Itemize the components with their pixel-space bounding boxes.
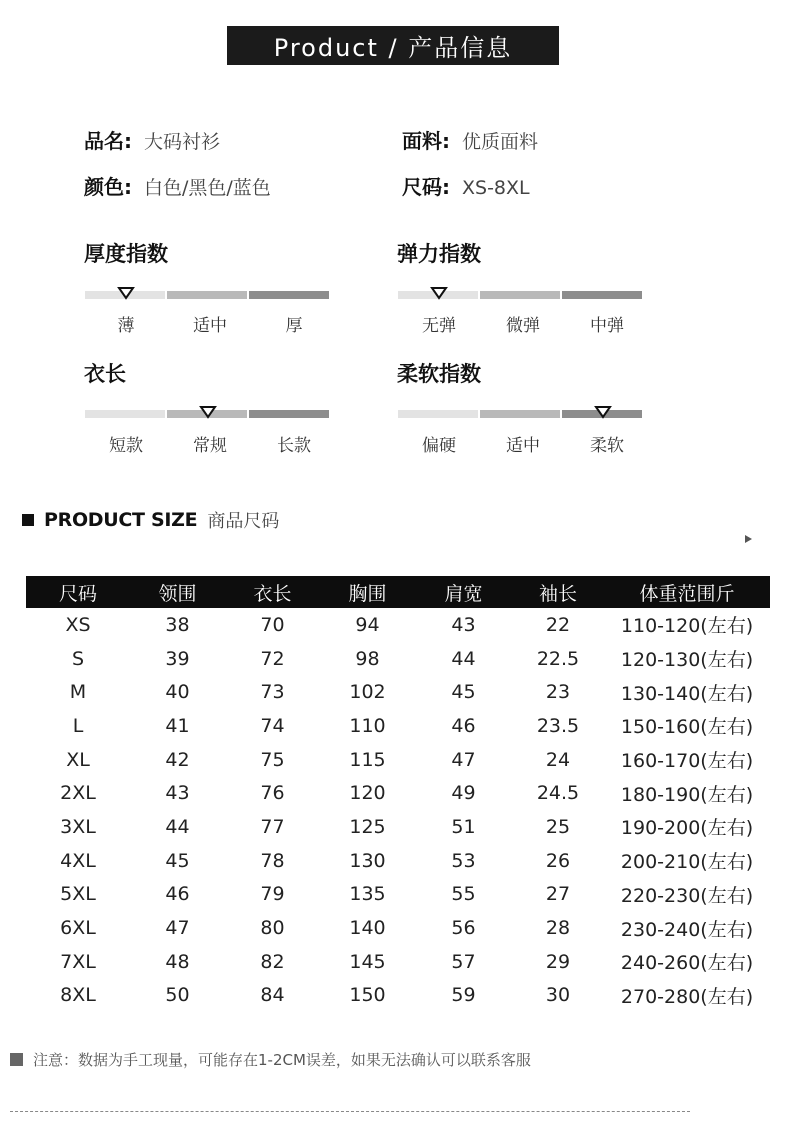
table-cell: 46 bbox=[165, 883, 190, 906]
scale-label: 柔软 bbox=[590, 436, 624, 456]
table-cell: 26 bbox=[545, 849, 571, 872]
table-cell: 44 bbox=[165, 815, 190, 838]
table-cell: 41 bbox=[165, 714, 190, 737]
table-cell: 75 bbox=[260, 748, 285, 771]
table-row bbox=[26, 979, 770, 1013]
scale-labels-length bbox=[84, 431, 336, 456]
table-cell: 78 bbox=[260, 849, 285, 872]
table-header-cell: 肩宽 bbox=[415, 576, 512, 608]
table-cell: 43 bbox=[451, 613, 476, 636]
table-row bbox=[26, 911, 770, 945]
scale-label: 微弹 bbox=[506, 316, 540, 336]
table-cell: 240-260(左右) bbox=[620, 952, 754, 975]
table-cell: 43 bbox=[165, 782, 190, 805]
info-product-name bbox=[84, 125, 220, 154]
table-cell: 150-160(左右) bbox=[620, 716, 754, 739]
table-cell: 150 bbox=[349, 984, 386, 1007]
table-cell: 51 bbox=[451, 815, 476, 838]
table-header-row bbox=[26, 576, 770, 608]
info-label: 颜色: bbox=[84, 175, 132, 199]
table-cell: 55 bbox=[451, 883, 476, 906]
table-row bbox=[26, 675, 770, 709]
table-cell: 270-280(左右) bbox=[620, 985, 754, 1008]
table-cell: 76 bbox=[260, 782, 285, 805]
table-header-cell: 袖长 bbox=[512, 576, 604, 608]
table-cell: 102 bbox=[349, 681, 386, 704]
table-cell: 45 bbox=[451, 681, 476, 704]
table-header-cell: 尺码 bbox=[26, 576, 130, 608]
table-cell: 73 bbox=[260, 681, 285, 704]
table-cell: 27 bbox=[545, 883, 571, 906]
table-cell: 2XL bbox=[60, 782, 96, 805]
table-cell: 84 bbox=[260, 984, 285, 1007]
table-header-cell: 胸围 bbox=[320, 576, 415, 608]
info-color bbox=[84, 171, 271, 200]
table-cell: 47 bbox=[165, 917, 190, 940]
table-cell: 53 bbox=[451, 849, 476, 872]
table-cell: 24.5 bbox=[536, 782, 580, 805]
table-cell: 98 bbox=[355, 647, 380, 670]
table-cell: 140 bbox=[349, 917, 386, 940]
table-row bbox=[26, 709, 770, 743]
table-cell: 220-230(左右) bbox=[620, 884, 754, 907]
table-cell: 115 bbox=[349, 748, 386, 771]
measurement-note bbox=[10, 1049, 531, 1070]
size-title-en: PRODUCT SIZE bbox=[44, 509, 198, 531]
table-cell: 3XL bbox=[60, 815, 96, 838]
scale-labels-elasticity bbox=[397, 311, 649, 336]
scale-bar-softness bbox=[398, 410, 642, 418]
table-row bbox=[26, 743, 770, 777]
scale-label: 适中 bbox=[506, 436, 540, 456]
table-cell: 22.5 bbox=[536, 647, 580, 670]
info-size bbox=[402, 171, 530, 200]
table-cell: 46 bbox=[451, 714, 476, 737]
square-bullet-icon bbox=[10, 1053, 23, 1066]
scale-label: 中弹 bbox=[590, 316, 624, 336]
table-cell: 57 bbox=[451, 950, 476, 973]
note-text: 注意：数据为手工现量，可能存在1-2CM误差，如果无法确认可以联系客服 bbox=[33, 1051, 531, 1069]
scale-bar-length bbox=[85, 410, 329, 418]
table-row bbox=[26, 945, 770, 979]
scale-label: 偏硬 bbox=[422, 436, 456, 456]
size-title-cn: 商品尺码 bbox=[207, 511, 280, 532]
table-cell: 8XL bbox=[60, 984, 96, 1007]
table-cell: 120 bbox=[349, 782, 386, 805]
size-table bbox=[26, 576, 770, 1012]
page-header bbox=[227, 26, 559, 65]
table-cell: 130-140(左右) bbox=[620, 682, 754, 705]
info-label: 面料: bbox=[402, 129, 450, 153]
table-cell: 160-170(左右) bbox=[620, 750, 754, 773]
table-row bbox=[26, 642, 770, 676]
table-cell: 94 bbox=[355, 613, 380, 636]
table-cell: 72 bbox=[260, 647, 285, 670]
table-cell: 45 bbox=[165, 849, 190, 872]
table-cell: XS bbox=[65, 613, 91, 636]
scale-labels-softness bbox=[397, 431, 649, 456]
table-cell: 40 bbox=[165, 681, 190, 704]
table-cell: 110 bbox=[349, 714, 386, 737]
info-fabric bbox=[402, 125, 538, 154]
table-cell: 25 bbox=[545, 815, 571, 838]
size-section-heading bbox=[22, 507, 279, 533]
scale-label: 无弹 bbox=[422, 316, 456, 336]
scale-label: 常规 bbox=[193, 436, 227, 456]
table-cell: 5XL bbox=[60, 883, 96, 906]
table-cell: 79 bbox=[260, 883, 285, 906]
table-cell: 22 bbox=[545, 613, 571, 636]
table-row bbox=[26, 810, 770, 844]
table-cell: 120-130(左右) bbox=[620, 649, 754, 672]
table-cell: L bbox=[72, 714, 84, 737]
info-value: XS-8XL bbox=[462, 177, 530, 199]
table-cell: 30 bbox=[545, 984, 571, 1007]
scale-label: 短款 bbox=[109, 436, 143, 456]
square-bullet-icon bbox=[22, 514, 34, 526]
table-cell: 110-120(左右) bbox=[620, 615, 754, 638]
table-cell: 7XL bbox=[60, 950, 96, 973]
scale-title-elasticity: 弹力指数 bbox=[397, 242, 481, 266]
scale-title-length: 衣长 bbox=[84, 362, 126, 386]
table-cell: XL bbox=[66, 748, 90, 771]
table-header-cell: 衣长 bbox=[225, 576, 320, 608]
table-cell: 190-200(左右) bbox=[620, 817, 754, 840]
scale-label: 长款 bbox=[277, 436, 311, 456]
scale-labels-thickness bbox=[84, 311, 336, 336]
table-cell: 77 bbox=[260, 815, 285, 838]
table-cell: 44 bbox=[451, 647, 476, 670]
table-cell: M bbox=[69, 681, 87, 704]
table-cell: 47 bbox=[451, 748, 476, 771]
table-row bbox=[26, 844, 770, 878]
table-cell: 6XL bbox=[60, 917, 96, 940]
table-cell: 82 bbox=[260, 950, 285, 973]
table-cell: 50 bbox=[165, 984, 190, 1007]
table-header-cell: 领围 bbox=[130, 576, 225, 608]
header-title: Product / 产品信息 bbox=[273, 34, 513, 62]
table-cell: 80 bbox=[260, 917, 285, 940]
info-value: 大码衬衫 bbox=[144, 131, 221, 153]
table-row bbox=[26, 776, 770, 810]
scale-title-softness: 柔软指数 bbox=[397, 362, 481, 386]
table-cell: 56 bbox=[451, 917, 476, 940]
table-cell: 130 bbox=[349, 849, 386, 872]
scale-title-thickness: 厚度指数 bbox=[84, 242, 168, 266]
play-arrow-icon bbox=[745, 535, 752, 543]
table-cell: 29 bbox=[545, 950, 571, 973]
table-cell: 39 bbox=[165, 647, 190, 670]
table-cell: 180-190(左右) bbox=[620, 783, 754, 806]
info-label: 尺码: bbox=[402, 175, 450, 199]
dashed-divider bbox=[10, 1111, 690, 1112]
scale-label: 薄 bbox=[117, 316, 135, 336]
table-cell: 59 bbox=[451, 984, 476, 1007]
table-cell: 42 bbox=[165, 748, 190, 771]
table-cell: 70 bbox=[260, 613, 285, 636]
table-cell: 4XL bbox=[60, 849, 96, 872]
table-cell: S bbox=[71, 647, 85, 670]
info-value: 白色/黑色/蓝色 bbox=[144, 177, 271, 199]
table-cell: 135 bbox=[349, 883, 386, 906]
info-label: 品名: bbox=[84, 129, 132, 153]
table-cell: 74 bbox=[260, 714, 285, 737]
table-cell: 125 bbox=[349, 815, 386, 838]
table-cell: 48 bbox=[165, 950, 190, 973]
scale-bar-elasticity bbox=[398, 291, 642, 299]
table-cell: 23.5 bbox=[536, 714, 580, 737]
info-value: 优质面料 bbox=[462, 131, 539, 153]
scale-label: 适中 bbox=[193, 316, 227, 336]
table-header-cell: 体重范围斤 bbox=[604, 576, 770, 608]
table-cell: 230-240(左右) bbox=[620, 918, 754, 941]
table-cell: 145 bbox=[349, 950, 386, 973]
scale-bar-thickness bbox=[85, 291, 329, 299]
table-cell: 200-210(左右) bbox=[620, 851, 754, 874]
table-cell: 38 bbox=[165, 613, 190, 636]
table-cell: 23 bbox=[545, 681, 571, 704]
table-cell: 24 bbox=[545, 748, 571, 771]
table-cell: 49 bbox=[451, 782, 476, 805]
table-row bbox=[26, 878, 770, 912]
scale-label: 厚 bbox=[285, 316, 303, 336]
table-cell: 28 bbox=[545, 917, 571, 940]
table-row bbox=[26, 608, 770, 642]
